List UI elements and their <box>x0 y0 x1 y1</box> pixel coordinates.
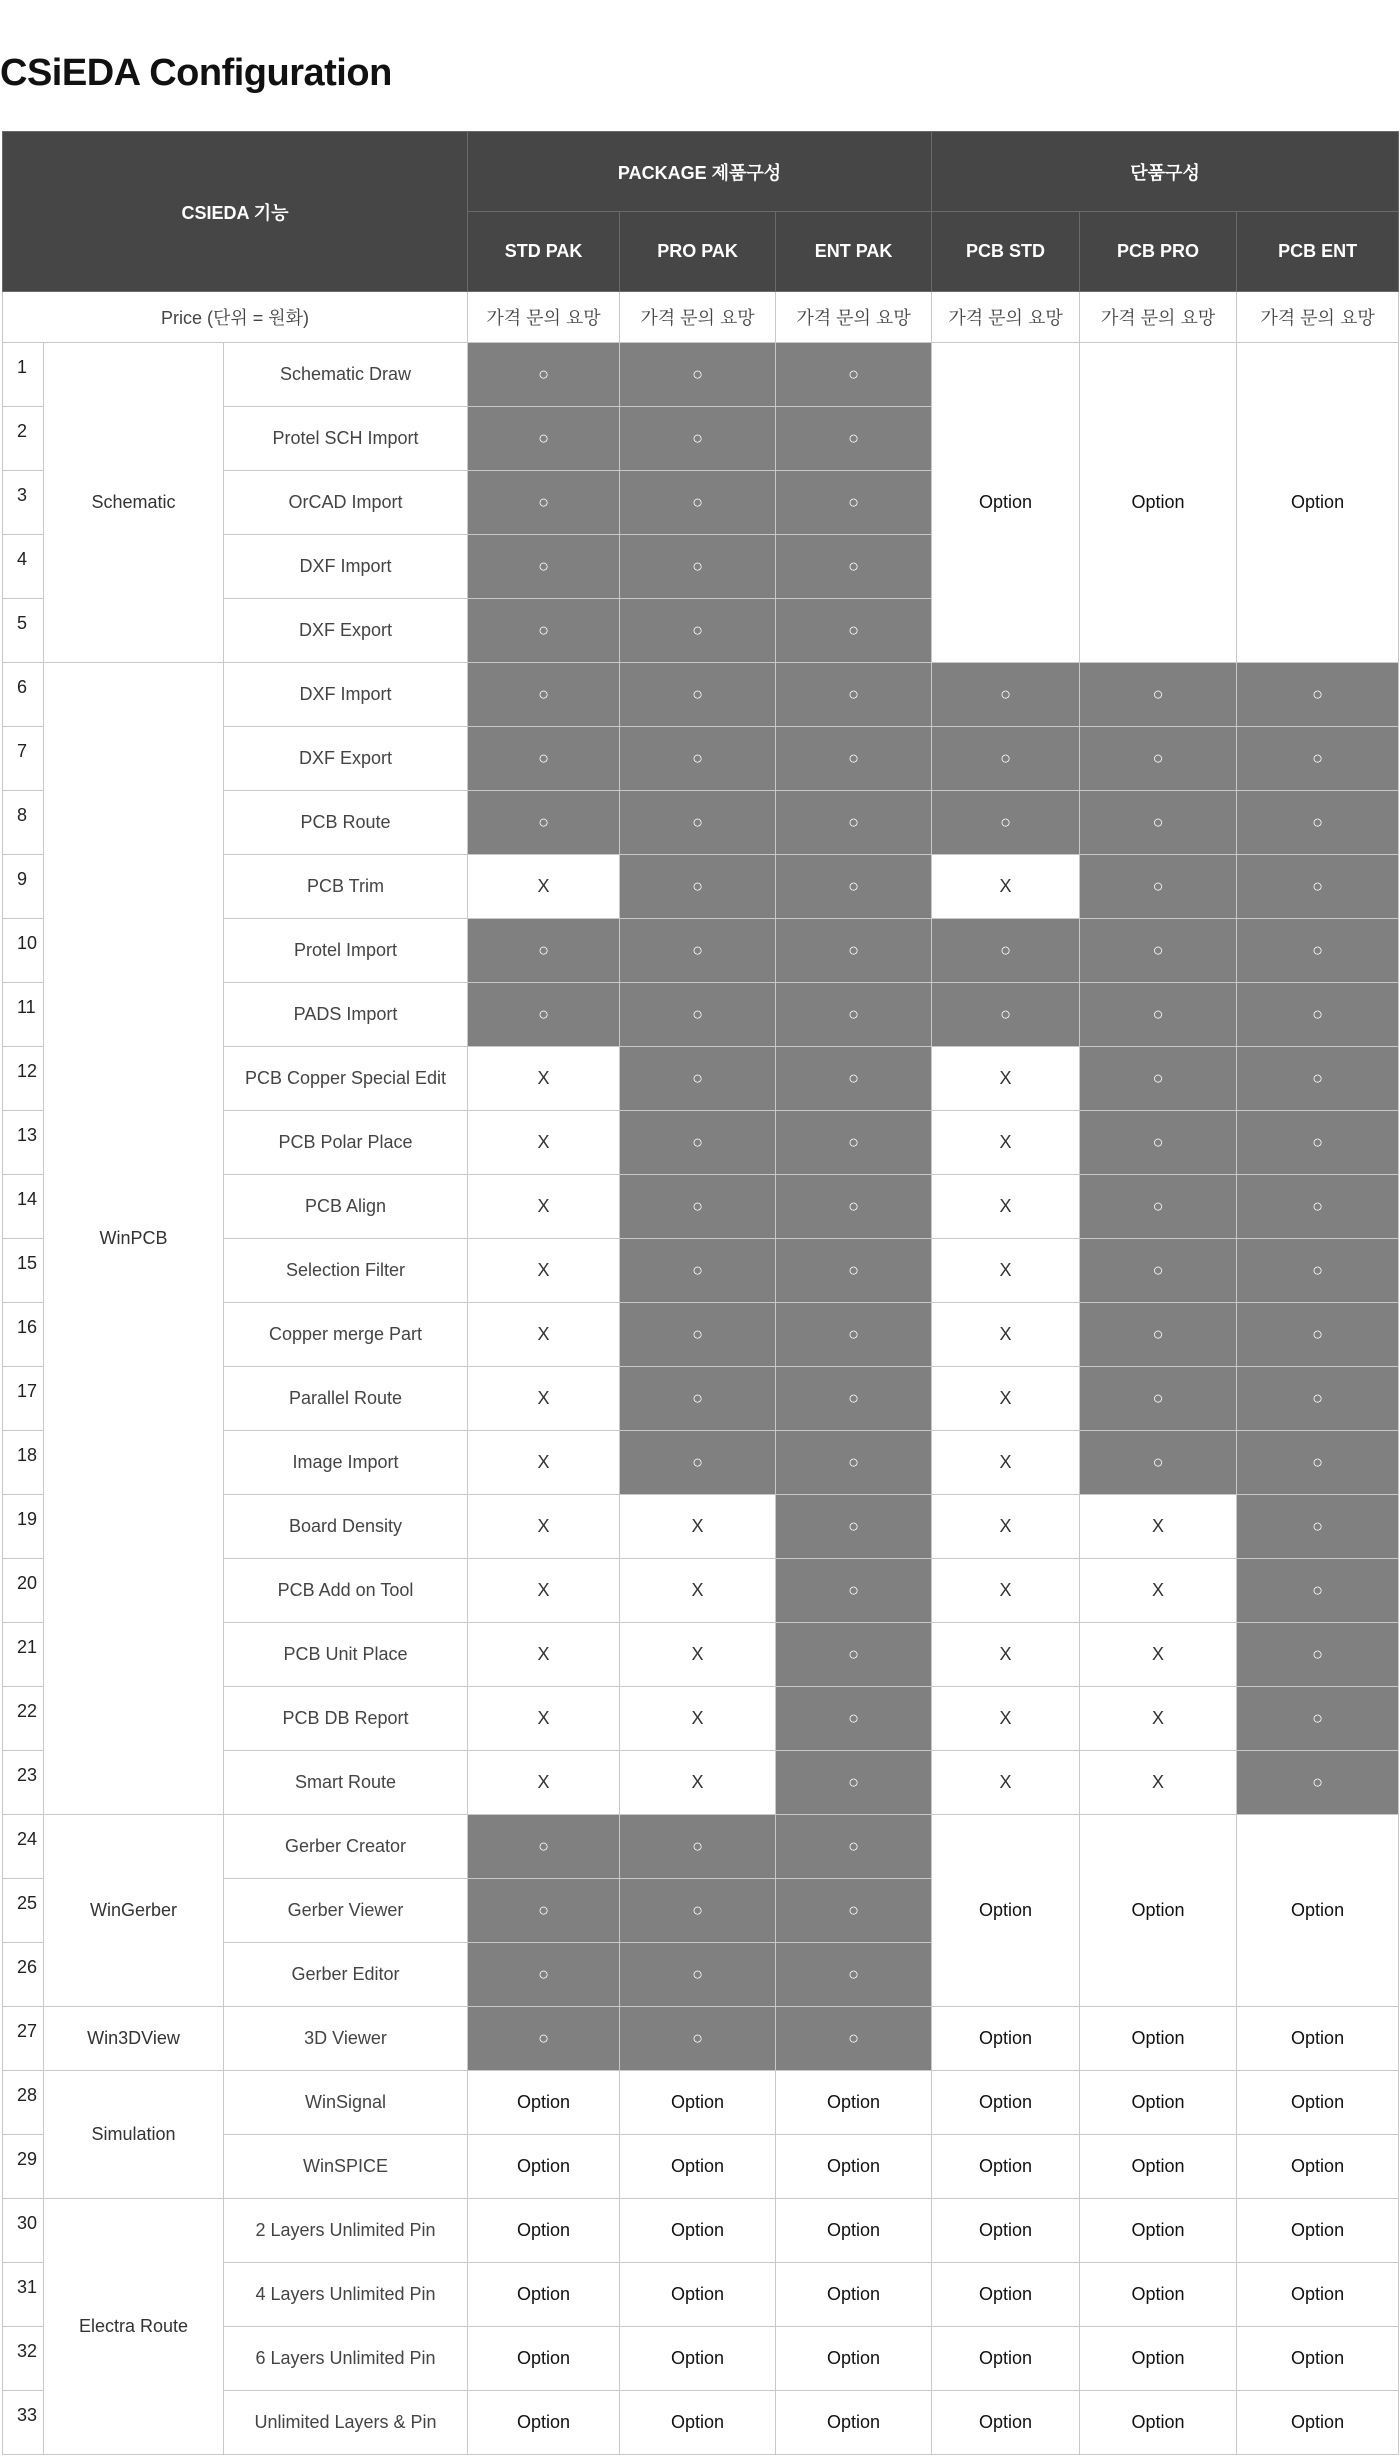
option-cell: Option <box>1080 2391 1237 2455</box>
row-number: 26 <box>3 1943 44 2007</box>
included-mark: ○ <box>620 1367 776 1431</box>
option-cell: Option <box>1237 1815 1399 2007</box>
included-mark: ○ <box>1237 1303 1399 1367</box>
not-included-mark: X <box>932 1687 1080 1751</box>
included-mark: ○ <box>620 407 776 471</box>
column-header-pro-pak: PRO PAK <box>620 212 776 292</box>
option-cell: Option <box>1080 2199 1237 2263</box>
row-number: 12 <box>3 1047 44 1111</box>
included-mark: ○ <box>620 663 776 727</box>
included-mark: ○ <box>620 855 776 919</box>
included-mark: ○ <box>468 343 620 407</box>
price-value: 가격 문의 요망 <box>1237 292 1399 343</box>
not-included-mark: X <box>1080 1623 1237 1687</box>
included-mark: ○ <box>1237 1559 1399 1623</box>
included-mark: ○ <box>776 1431 932 1495</box>
included-mark: ○ <box>1237 663 1399 727</box>
included-mark: ○ <box>776 919 932 983</box>
not-included-mark: X <box>932 1623 1080 1687</box>
option-cell: Option <box>932 2007 1080 2071</box>
included-mark: ○ <box>1237 1751 1399 1815</box>
not-included-mark: X <box>932 1175 1080 1239</box>
group-header-single: 단품구성 <box>932 132 1399 212</box>
included-mark: ○ <box>932 983 1080 1047</box>
included-mark: ○ <box>620 1175 776 1239</box>
included-mark: ○ <box>776 1367 932 1431</box>
included-mark: ○ <box>776 599 932 663</box>
row-number: 5 <box>3 599 44 663</box>
included-mark: ○ <box>1080 1367 1237 1431</box>
not-included-mark: X <box>1080 1751 1237 1815</box>
row-number: 10 <box>3 919 44 983</box>
option-cell: Option <box>620 2391 776 2455</box>
included-mark: ○ <box>620 791 776 855</box>
included-mark: ○ <box>932 919 1080 983</box>
not-included-mark: X <box>620 1751 776 1815</box>
included-mark: ○ <box>1080 1047 1237 1111</box>
not-included-mark: X <box>932 1047 1080 1111</box>
included-mark: ○ <box>776 983 932 1047</box>
feature-name: Gerber Creator <box>224 1815 468 1879</box>
option-cell: Option <box>1080 1815 1237 2007</box>
not-included-mark: X <box>468 855 620 919</box>
included-mark: ○ <box>1080 791 1237 855</box>
included-mark: ○ <box>776 1879 932 1943</box>
feature-name: Gerber Editor <box>224 1943 468 2007</box>
included-mark: ○ <box>932 727 1080 791</box>
feature-name: 2 Layers Unlimited Pin <box>224 2199 468 2263</box>
included-mark: ○ <box>1237 1687 1399 1751</box>
row-number: 22 <box>3 1687 44 1751</box>
column-header-pcb-std: PCB STD <box>932 212 1080 292</box>
option-cell: Option <box>932 2199 1080 2263</box>
feature-name: PCB DB Report <box>224 1687 468 1751</box>
included-mark: ○ <box>620 535 776 599</box>
feature-name: Protel SCH Import <box>224 407 468 471</box>
feature-name: PCB Add on Tool <box>224 1559 468 1623</box>
not-included-mark: X <box>932 1111 1080 1175</box>
option-cell: Option <box>620 2199 776 2263</box>
row-number: 1 <box>3 343 44 407</box>
option-cell: Option <box>1237 2327 1399 2391</box>
not-included-mark: X <box>468 1303 620 1367</box>
included-mark: ○ <box>1237 791 1399 855</box>
option-cell: Option <box>468 2135 620 2199</box>
included-mark: ○ <box>468 1879 620 1943</box>
feature-name: PCB Route <box>224 791 468 855</box>
option-cell: Option <box>1237 343 1399 663</box>
row-number: 33 <box>3 2391 44 2455</box>
option-cell: Option <box>1237 2071 1399 2135</box>
included-mark: ○ <box>620 1943 776 2007</box>
not-included-mark: X <box>620 1623 776 1687</box>
feature-name: PCB Copper Special Edit <box>224 1047 468 1111</box>
included-mark: ○ <box>776 1303 932 1367</box>
not-included-mark: X <box>620 1687 776 1751</box>
feature-name: Copper merge Part <box>224 1303 468 1367</box>
not-included-mark: X <box>468 1111 620 1175</box>
included-mark: ○ <box>468 727 620 791</box>
included-mark: ○ <box>1080 983 1237 1047</box>
option-cell: Option <box>776 2071 932 2135</box>
row-number: 6 <box>3 663 44 727</box>
price-value: 가격 문의 요망 <box>468 292 620 343</box>
included-mark: ○ <box>620 1111 776 1175</box>
column-header-pcb-ent: PCB ENT <box>1237 212 1399 292</box>
feature-name: PCB Trim <box>224 855 468 919</box>
option-cell: Option <box>620 2135 776 2199</box>
row-number: 7 <box>3 727 44 791</box>
option-cell: Option <box>620 2263 776 2327</box>
feature-name: 4 Layers Unlimited Pin <box>224 2263 468 2327</box>
included-mark: ○ <box>620 1879 776 1943</box>
feature-name: WinSignal <box>224 2071 468 2135</box>
not-included-mark: X <box>932 1303 1080 1367</box>
included-mark: ○ <box>776 663 932 727</box>
row-number: 15 <box>3 1239 44 1303</box>
row-number: 13 <box>3 1111 44 1175</box>
included-mark: ○ <box>1237 1367 1399 1431</box>
option-cell: Option <box>1237 2135 1399 2199</box>
included-mark: ○ <box>1080 1431 1237 1495</box>
included-mark: ○ <box>620 1239 776 1303</box>
included-mark: ○ <box>468 983 620 1047</box>
included-mark: ○ <box>620 983 776 1047</box>
column-header-ent-pak: ENT PAK <box>776 212 932 292</box>
row-number: 3 <box>3 471 44 535</box>
row-number: 25 <box>3 1879 44 1943</box>
row-number: 14 <box>3 1175 44 1239</box>
not-included-mark: X <box>468 1623 620 1687</box>
feature-name: OrCAD Import <box>224 471 468 535</box>
included-mark: ○ <box>776 407 932 471</box>
included-mark: ○ <box>776 471 932 535</box>
feature-name: PCB Align <box>224 1175 468 1239</box>
option-cell: Option <box>1080 343 1237 663</box>
included-mark: ○ <box>620 727 776 791</box>
included-mark: ○ <box>776 727 932 791</box>
row-number: 11 <box>3 983 44 1047</box>
table-body <box>3 292 1399 2455</box>
not-included-mark: X <box>1080 1495 1237 1559</box>
price-value: 가격 문의 요망 <box>1080 292 1237 343</box>
option-cell: Option <box>468 2263 620 2327</box>
row-number: 17 <box>3 1367 44 1431</box>
feature-name: Gerber Viewer <box>224 1879 468 1943</box>
row-number: 30 <box>3 2199 44 2263</box>
option-cell: Option <box>620 2327 776 2391</box>
row-number: 19 <box>3 1495 44 1559</box>
included-mark: ○ <box>776 343 932 407</box>
option-cell: Option <box>1080 2071 1237 2135</box>
included-mark: ○ <box>776 1047 932 1111</box>
feature-name: Protel Import <box>224 919 468 983</box>
included-mark: ○ <box>776 855 932 919</box>
feature-name: DXF Export <box>224 599 468 663</box>
option-cell: Option <box>776 2391 932 2455</box>
feature-name: Image Import <box>224 1431 468 1495</box>
included-mark: ○ <box>1080 1239 1237 1303</box>
option-cell: Option <box>1080 2135 1237 2199</box>
option-cell: Option <box>1080 2327 1237 2391</box>
option-cell: Option <box>1237 2007 1399 2071</box>
not-included-mark: X <box>620 1495 776 1559</box>
included-mark: ○ <box>620 1431 776 1495</box>
included-mark: ○ <box>776 1623 932 1687</box>
not-included-mark: X <box>468 1751 620 1815</box>
row-number: 20 <box>3 1559 44 1623</box>
included-mark: ○ <box>620 1815 776 1879</box>
option-cell: Option <box>932 343 1080 663</box>
option-cell: Option <box>1080 2007 1237 2071</box>
row-number: 28 <box>3 2071 44 2135</box>
included-mark: ○ <box>620 919 776 983</box>
not-included-mark: X <box>468 1239 620 1303</box>
not-included-mark: X <box>468 1175 620 1239</box>
option-cell: Option <box>1080 2263 1237 2327</box>
included-mark: ○ <box>468 599 620 663</box>
included-mark: ○ <box>468 1815 620 1879</box>
included-mark: ○ <box>1237 727 1399 791</box>
included-mark: ○ <box>776 1943 932 2007</box>
included-mark: ○ <box>776 1687 932 1751</box>
option-cell: Option <box>620 2071 776 2135</box>
option-cell: Option <box>468 2327 620 2391</box>
included-mark: ○ <box>1237 919 1399 983</box>
feature-name: DXF Import <box>224 663 468 727</box>
included-mark: ○ <box>776 1175 932 1239</box>
category-cell: WinPCB <box>44 663 224 1815</box>
option-cell: Option <box>1237 2199 1399 2263</box>
row-number: 31 <box>3 2263 44 2327</box>
group-header-package: PACKAGE 제품구성 <box>468 132 932 212</box>
option-cell: Option <box>932 1815 1080 2007</box>
included-mark: ○ <box>1080 1111 1237 1175</box>
category-cell: Schematic <box>44 343 224 663</box>
included-mark: ○ <box>620 343 776 407</box>
configuration-table <box>2 131 1399 2455</box>
feature-name: DXF Export <box>224 727 468 791</box>
option-cell: Option <box>932 2327 1080 2391</box>
feature-column-header: CSIEDA 기능 <box>3 132 468 292</box>
option-cell: Option <box>932 2135 1080 2199</box>
not-included-mark: X <box>468 1367 620 1431</box>
included-mark: ○ <box>620 471 776 535</box>
included-mark: ○ <box>620 2007 776 2071</box>
row-number: 16 <box>3 1303 44 1367</box>
included-mark: ○ <box>1237 1239 1399 1303</box>
feature-name: DXF Import <box>224 535 468 599</box>
feature-name: Smart Route <box>224 1751 468 1815</box>
not-included-mark: X <box>932 1751 1080 1815</box>
included-mark: ○ <box>1237 1431 1399 1495</box>
feature-name: Schematic Draw <box>224 343 468 407</box>
included-mark: ○ <box>468 663 620 727</box>
feature-name: WinSPICE <box>224 2135 468 2199</box>
included-mark: ○ <box>1080 663 1237 727</box>
not-included-mark: X <box>468 1687 620 1751</box>
table-header <box>3 132 1399 292</box>
included-mark: ○ <box>468 471 620 535</box>
not-included-mark: X <box>468 1495 620 1559</box>
not-included-mark: X <box>468 1431 620 1495</box>
feature-name: Board Density <box>224 1495 468 1559</box>
included-mark: ○ <box>620 599 776 663</box>
feature-name: 3D Viewer <box>224 2007 468 2071</box>
not-included-mark: X <box>468 1559 620 1623</box>
option-cell: Option <box>468 2199 620 2263</box>
included-mark: ○ <box>776 1111 932 1175</box>
not-included-mark: X <box>468 1047 620 1111</box>
feature-name: Selection Filter <box>224 1239 468 1303</box>
included-mark: ○ <box>468 407 620 471</box>
option-cell: Option <box>1237 2263 1399 2327</box>
option-cell: Option <box>468 2071 620 2135</box>
feature-name: 6 Layers Unlimited Pin <box>224 2327 468 2391</box>
included-mark: ○ <box>468 535 620 599</box>
option-cell: Option <box>468 2391 620 2455</box>
row-number: 32 <box>3 2327 44 2391</box>
table-row <box>3 1815 1399 1879</box>
option-cell: Option <box>776 2135 932 2199</box>
included-mark: ○ <box>1237 1175 1399 1239</box>
category-cell: Electra Route <box>44 2199 224 2455</box>
column-header-std-pak: STD PAK <box>468 212 620 292</box>
option-cell: Option <box>1237 2391 1399 2455</box>
category-cell: Win3DView <box>44 2007 224 2071</box>
included-mark: ○ <box>1237 1495 1399 1559</box>
row-number: 2 <box>3 407 44 471</box>
row-number: 27 <box>3 2007 44 2071</box>
included-mark: ○ <box>776 1751 932 1815</box>
row-number: 8 <box>3 791 44 855</box>
included-mark: ○ <box>468 791 620 855</box>
row-number: 4 <box>3 535 44 599</box>
table-row <box>3 2199 1399 2263</box>
included-mark: ○ <box>776 2007 932 2071</box>
included-mark: ○ <box>776 1495 932 1559</box>
included-mark: ○ <box>932 663 1080 727</box>
option-cell: Option <box>776 2199 932 2263</box>
option-cell: Option <box>932 2391 1080 2455</box>
included-mark: ○ <box>620 1047 776 1111</box>
option-cell: Option <box>932 2263 1080 2327</box>
included-mark: ○ <box>776 1815 932 1879</box>
included-mark: ○ <box>468 2007 620 2071</box>
option-cell: Option <box>932 2071 1080 2135</box>
included-mark: ○ <box>1237 1623 1399 1687</box>
table-row <box>3 343 1399 407</box>
included-mark: ○ <box>1237 983 1399 1047</box>
included-mark: ○ <box>468 1943 620 2007</box>
included-mark: ○ <box>1080 855 1237 919</box>
row-number: 24 <box>3 1815 44 1879</box>
included-mark: ○ <box>776 791 932 855</box>
row-number: 21 <box>3 1623 44 1687</box>
included-mark: ○ <box>1080 1303 1237 1367</box>
price-value: 가격 문의 요망 <box>776 292 932 343</box>
category-cell: WinGerber <box>44 1815 224 2007</box>
feature-name: PCB Polar Place <box>224 1111 468 1175</box>
category-cell: Simulation <box>44 2071 224 2199</box>
page-title: CSiEDA Configuration <box>0 52 392 94</box>
not-included-mark: X <box>932 1367 1080 1431</box>
included-mark: ○ <box>1237 1047 1399 1111</box>
included-mark: ○ <box>932 791 1080 855</box>
price-value: 가격 문의 요망 <box>620 292 776 343</box>
row-number: 29 <box>3 2135 44 2199</box>
row-number: 23 <box>3 1751 44 1815</box>
included-mark: ○ <box>468 919 620 983</box>
included-mark: ○ <box>776 1239 932 1303</box>
not-included-mark: X <box>932 1559 1080 1623</box>
option-cell: Option <box>776 2327 932 2391</box>
row-number: 9 <box>3 855 44 919</box>
column-header-pcb-pro: PCB PRO <box>1080 212 1237 292</box>
not-included-mark: X <box>932 1239 1080 1303</box>
included-mark: ○ <box>1080 919 1237 983</box>
not-included-mark: X <box>932 1431 1080 1495</box>
feature-name: Parallel Route <box>224 1367 468 1431</box>
row-number: 18 <box>3 1431 44 1495</box>
included-mark: ○ <box>1237 1111 1399 1175</box>
included-mark: ○ <box>620 1303 776 1367</box>
price-value: 가격 문의 요망 <box>932 292 1080 343</box>
table-row <box>3 2007 1399 2071</box>
included-mark: ○ <box>776 535 932 599</box>
included-mark: ○ <box>1080 1175 1237 1239</box>
option-cell: Option <box>776 2263 932 2327</box>
feature-name: Unlimited Layers & Pin <box>224 2391 468 2455</box>
not-included-mark: X <box>932 1495 1080 1559</box>
table-row <box>3 663 1399 727</box>
table-row <box>3 2071 1399 2135</box>
included-mark: ○ <box>776 1559 932 1623</box>
feature-name: PCB Unit Place <box>224 1623 468 1687</box>
not-included-mark: X <box>1080 1687 1237 1751</box>
not-included-mark: X <box>932 855 1080 919</box>
feature-name: PADS Import <box>224 983 468 1047</box>
price-label: Price (단위 = 원화) <box>3 292 468 343</box>
included-mark: ○ <box>1080 727 1237 791</box>
price-row <box>3 292 1399 343</box>
not-included-mark: X <box>1080 1559 1237 1623</box>
not-included-mark: X <box>620 1559 776 1623</box>
included-mark: ○ <box>1237 855 1399 919</box>
